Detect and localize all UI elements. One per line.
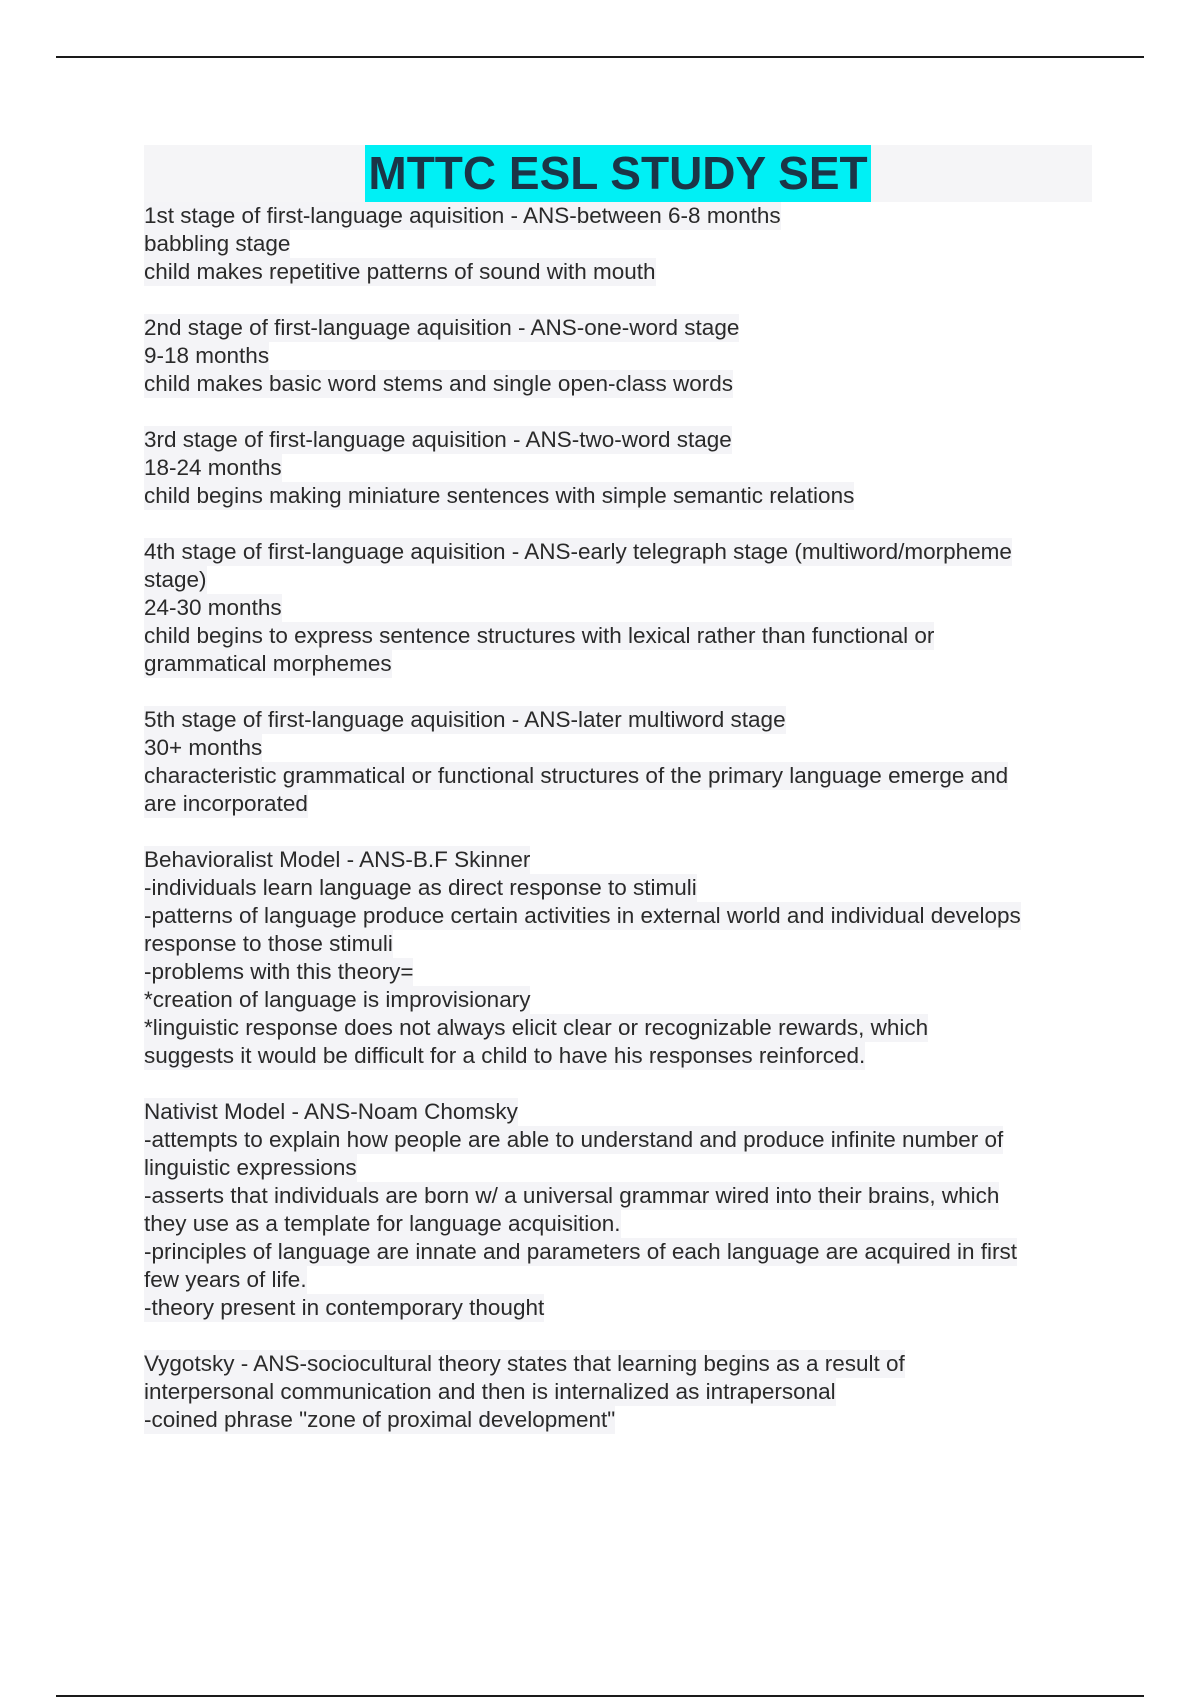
entry-line: 30+ months (144, 735, 263, 760)
entry-line: 4th stage of first-language aquisition - ANS-early telegraph stage (multiword/morpheme (144, 539, 1012, 564)
page-top-rule (56, 56, 1144, 58)
entry-line: babbling stage (144, 231, 291, 256)
entry-line: linguistic expressions (144, 1155, 357, 1180)
entry-line: -patterns of language produce certain activities in external world and individual develops (144, 903, 1021, 928)
entry-line: child makes basic word stems and single open-class words (144, 371, 734, 396)
entry-line: 3rd stage of first-language aquisition - ANS-two-word stage (144, 427, 732, 452)
document-title: MTTC ESL STUDY SET (365, 145, 870, 202)
entry-line: 2nd stage of first-language aquisition - ANS-one-word stage (144, 315, 740, 340)
entry-line: -individuals learn language as direct response to stimuli (144, 875, 697, 900)
entry-line: Nativist Model - ANS-Noam Chomsky (144, 1099, 518, 1124)
entry-line: Vygotsky - ANS-sociocultural theory states that learning begins as a result of (144, 1351, 905, 1376)
study-entry (144, 426, 1092, 510)
entry-line: child makes repetitive patterns of sound with mouth (144, 259, 656, 284)
entry-line: *linguistic response does not always elicit clear or recognizable rewards, which (144, 1015, 929, 1040)
study-entry (144, 846, 1092, 1070)
entry-line: -theory present in contemporary thought (144, 1295, 545, 1320)
entry-line: *creation of language is improvisionary (144, 987, 531, 1012)
study-entry (144, 538, 1092, 678)
entry-line: grammatical morphemes (144, 651, 392, 676)
document-body (144, 145, 1092, 1462)
title-band (144, 145, 1092, 202)
entry-line: -principles of language are innate and parameters of each language are acquired in first (144, 1239, 1018, 1264)
study-entry (144, 202, 1092, 286)
entry-line: 5th stage of first-language aquisition - ANS-later multiword stage (144, 707, 786, 732)
entry-line: characteristic grammatical or functional structures of the primary language emerge and (144, 763, 1009, 788)
entry-line: 9-18 months (144, 343, 270, 368)
study-entry (144, 706, 1092, 818)
entry-line: Behavioralist Model - ANS-B.F Skinner (144, 847, 531, 872)
study-entry (144, 1350, 1092, 1434)
entry-line: child begins making miniature sentences with simple semantic relations (144, 483, 855, 508)
entry-line: stage) (144, 567, 207, 592)
page-bottom-rule (56, 1695, 1144, 1697)
entry-line: are incorporated (144, 791, 308, 816)
entry-line: 1st stage of first-language aquisition - ANS-between 6-8 months (144, 203, 781, 228)
entry-line: 18-24 months (144, 455, 282, 480)
study-entry (144, 314, 1092, 398)
entry-line: response to those stimuli (144, 931, 393, 956)
entry-line: -asserts that individuals are born w/ a universal grammar wired into their brains, which (144, 1183, 1000, 1208)
entry-line: suggests it would be difficult for a child to have his responses reinforced. (144, 1043, 866, 1068)
entry-line: -problems with this theory= (144, 959, 414, 984)
entry-line: 24-30 months (144, 595, 282, 620)
entry-line: -coined phrase "zone of proximal development" (144, 1407, 616, 1432)
study-entries (144, 202, 1092, 1434)
entry-line: child begins to express sentence structures with lexical rather than functional or (144, 623, 935, 648)
entry-line: few years of life. (144, 1267, 307, 1292)
entry-line: interpersonal communication and then is internalized as intrapersonal (144, 1379, 836, 1404)
study-entry (144, 1098, 1092, 1322)
entry-line: -attempts to explain how people are able to understand and produce infinite number of (144, 1127, 1004, 1152)
entry-line: they use as a template for language acquisition. (144, 1211, 621, 1236)
